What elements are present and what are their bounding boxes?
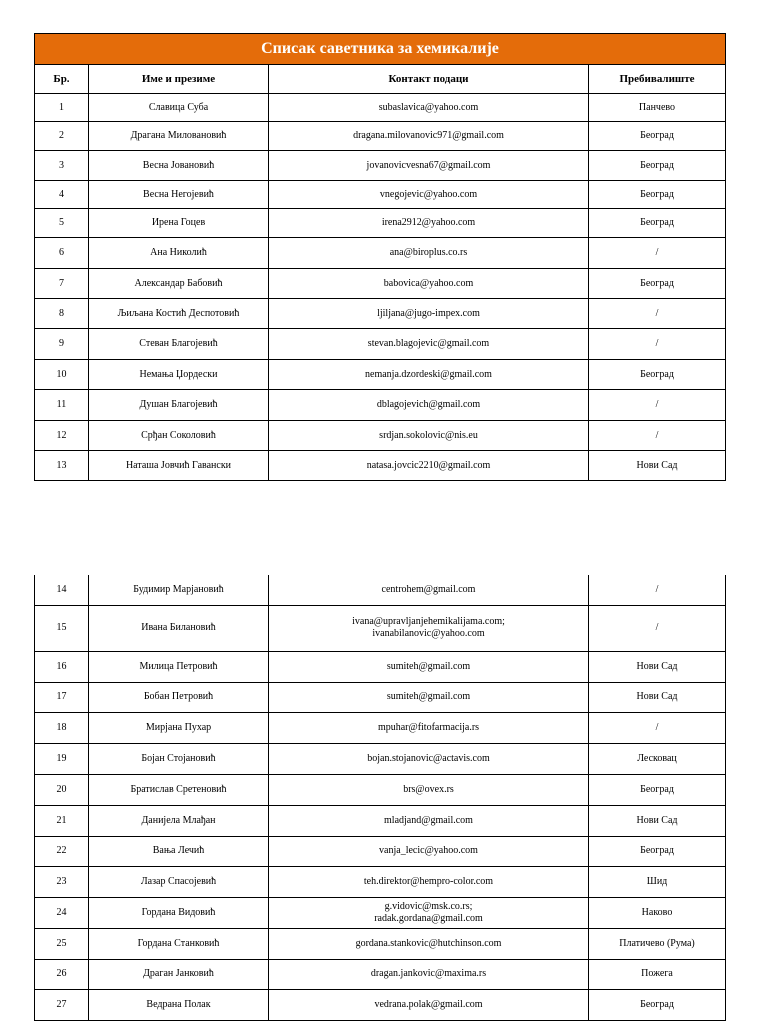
table-row (35, 712, 726, 743)
contact-info: stevan.blagojevic@gmail.com (269, 329, 589, 360)
residence: / (589, 329, 726, 360)
person-name: Стеван Благојевић (89, 329, 269, 360)
row-number: 14 (35, 575, 89, 605)
row-number: 7 (35, 269, 89, 299)
residence: / (589, 575, 726, 605)
row-number: 1 (35, 94, 89, 122)
person-name: Весна Негојевић (89, 181, 269, 209)
contact-info: vanja_lecic@yahoo.com (269, 836, 589, 866)
table-row (35, 238, 726, 269)
row-number: 9 (35, 329, 89, 360)
contact-info: subaslavica@yahoo.com (269, 94, 589, 122)
row-number: 18 (35, 712, 89, 743)
row-number: 22 (35, 836, 89, 866)
contact-info: centrohem@gmail.com (269, 575, 589, 605)
contact-info: ljiljana@jugo-impex.com (269, 299, 589, 329)
row-number: 5 (35, 209, 89, 238)
table-row (35, 269, 726, 299)
row-number: 2 (35, 122, 89, 151)
residence: Београд (589, 151, 726, 181)
row-number: 23 (35, 866, 89, 897)
table-row (35, 836, 726, 866)
contact-info: mpuhar@fitofarmacija.rs (269, 712, 589, 743)
contact-info: brs@ovex.rs (269, 774, 589, 805)
advisors-table-page-2 (34, 575, 726, 1021)
table-row (35, 181, 726, 209)
residence: Нови Сад (589, 451, 726, 481)
contact-info: sumiteh@gmail.com (269, 682, 589, 712)
residence: Панчево (589, 94, 726, 122)
residence: / (589, 605, 726, 651)
contact-info: sumiteh@gmail.com (269, 651, 589, 682)
row-number: 16 (35, 651, 89, 682)
contact-info: dragana.milovanovic971@gmail.com (269, 122, 589, 151)
residence: Пожега (589, 959, 726, 989)
table-row (35, 575, 726, 605)
residence: Нови Сад (589, 682, 726, 712)
row-number: 10 (35, 360, 89, 390)
row-number: 4 (35, 181, 89, 209)
contact-info: jovanovicvesna67@gmail.com (269, 151, 589, 181)
table-row (35, 651, 726, 682)
table-row (35, 360, 726, 390)
row-number: 3 (35, 151, 89, 181)
contact-info: ivana@upravljanjehemikalijama.com; ivanabilanovic@yahoo.com (269, 605, 589, 651)
person-name: Бојан Стојановић (89, 743, 269, 774)
table-row (35, 94, 726, 122)
residence: / (589, 299, 726, 329)
person-name: Наташа Јовчић Гавански (89, 451, 269, 481)
person-name: Ирена Гоцев (89, 209, 269, 238)
row-number: 21 (35, 805, 89, 836)
contact-info: irena2912@yahoo.com (269, 209, 589, 238)
contact-info: vedrana.polak@gmail.com (269, 989, 589, 1020)
person-name: Гордана Видовић (89, 897, 269, 928)
table-row (35, 989, 726, 1020)
person-name: Будимир Марјановић (89, 575, 269, 605)
header-residence: Пребивалиште (589, 65, 726, 94)
row-number: 12 (35, 421, 89, 451)
row-number: 6 (35, 238, 89, 269)
person-name: Ведрана Полак (89, 989, 269, 1020)
header-contact: Контакт подаци (269, 65, 589, 94)
row-number: 13 (35, 451, 89, 481)
table-row (35, 743, 726, 774)
table-row (35, 774, 726, 805)
residence: / (589, 421, 726, 451)
person-name: Срђан Соколовић (89, 421, 269, 451)
row-number: 11 (35, 390, 89, 421)
contact-info: dblagojevich@gmail.com (269, 390, 589, 421)
person-name: Љиљана Костић Деспотовић (89, 299, 269, 329)
residence: / (589, 238, 726, 269)
table-row (35, 805, 726, 836)
contact-info: bojan.stojanovic@actavis.com (269, 743, 589, 774)
row-number: 17 (35, 682, 89, 712)
row-number: 26 (35, 959, 89, 989)
header-name: Име и презиме (89, 65, 269, 94)
table-body-2 (35, 575, 726, 1020)
residence: Наково (589, 897, 726, 928)
row-number: 15 (35, 605, 89, 651)
residence: Београд (589, 269, 726, 299)
table-row (35, 151, 726, 181)
residence: Нови Сад (589, 805, 726, 836)
person-name: Гордана Станковић (89, 928, 269, 959)
contact-info: dragan.jankovic@maxima.rs (269, 959, 589, 989)
table-body-1 (35, 34, 726, 481)
residence: Београд (589, 360, 726, 390)
contact-info: gordana.stankovic@hutchinson.com (269, 928, 589, 959)
person-name: Ана Николић (89, 238, 269, 269)
contact-info: mladjand@gmail.com (269, 805, 589, 836)
table-row (35, 299, 726, 329)
person-name: Братислав Сретеновић (89, 774, 269, 805)
residence: Платичево (Рума) (589, 928, 726, 959)
contact-info: natasa.jovcic2210@gmail.com (269, 451, 589, 481)
contact-info: babovica@yahoo.com (269, 269, 589, 299)
row-number: 24 (35, 897, 89, 928)
residence: Београд (589, 209, 726, 238)
contact-info: teh.direktor@hempro-color.com (269, 866, 589, 897)
header-row (35, 65, 726, 94)
person-name: Драган Јанковић (89, 959, 269, 989)
header-number: Бр. (35, 65, 89, 94)
contact-info: ana@biroplus.co.rs (269, 238, 589, 269)
residence: Београд (589, 836, 726, 866)
residence: Нови Сад (589, 651, 726, 682)
contact-info: nemanja.dzordeski@gmail.com (269, 360, 589, 390)
row-number: 20 (35, 774, 89, 805)
table-row (35, 421, 726, 451)
person-name: Немања Џордески (89, 360, 269, 390)
person-name: Данијела Млађан (89, 805, 269, 836)
person-name: Бобан Петровић (89, 682, 269, 712)
residence: Београд (589, 774, 726, 805)
row-number: 19 (35, 743, 89, 774)
contact-info: g.vidovic@msk.co.rs; radak.gordana@gmail.com (269, 897, 589, 928)
table-row (35, 897, 726, 928)
residence: Лесковац (589, 743, 726, 774)
residence: Београд (589, 181, 726, 209)
table-row (35, 928, 726, 959)
table-row (35, 122, 726, 151)
contact-info: srdjan.sokolovic@nis.eu (269, 421, 589, 451)
advisors-table-page-1 (34, 33, 726, 481)
table-row (35, 209, 726, 238)
person-name: Драгана Миловановић (89, 122, 269, 151)
person-name: Ивана Билановић (89, 605, 269, 651)
table-row (35, 329, 726, 360)
residence: / (589, 712, 726, 743)
table-row (35, 682, 726, 712)
row-number: 8 (35, 299, 89, 329)
table-row (35, 451, 726, 481)
residence: Шид (589, 866, 726, 897)
person-name: Весна Јовановић (89, 151, 269, 181)
residence: Београд (589, 122, 726, 151)
person-name: Мирјана Пухар (89, 712, 269, 743)
table-row (35, 605, 726, 651)
person-name: Славица Суба (89, 94, 269, 122)
title-row (35, 34, 726, 65)
person-name: Милица Петровић (89, 651, 269, 682)
person-name: Вања Лечић (89, 836, 269, 866)
table-row (35, 866, 726, 897)
residence: Београд (589, 989, 726, 1020)
table-title: Списак саветника за хемикалије (35, 34, 726, 65)
row-number: 27 (35, 989, 89, 1020)
table-row (35, 390, 726, 421)
person-name: Лазар Спасојевић (89, 866, 269, 897)
table-row (35, 959, 726, 989)
person-name: Душан Благојевић (89, 390, 269, 421)
row-number: 25 (35, 928, 89, 959)
contact-info: vnegojevic@yahoo.com (269, 181, 589, 209)
residence: / (589, 390, 726, 421)
person-name: Александар Бабовић (89, 269, 269, 299)
